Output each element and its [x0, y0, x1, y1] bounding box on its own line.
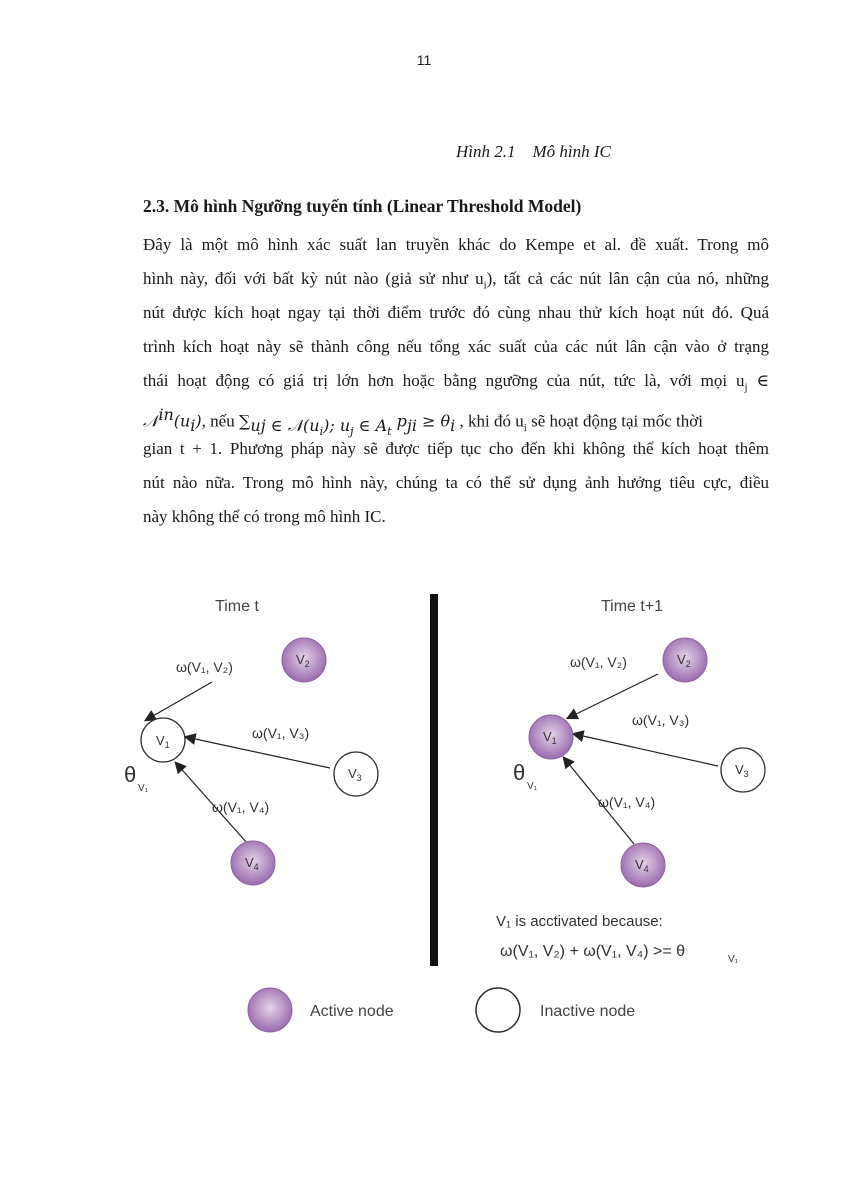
edge-label-w14-right: ω(V₁, V₄): [598, 794, 656, 810]
paragraph-formula-line: $𝒩^{in}(u_i)$, nếu $\sum_{uj \in 𝒩(u_i); u_j \in A_t}$ $p_{ji} \ge \theta_i$ , khi đó $u_i$ sẽ hoạt động tại mốc thời: [143, 405, 703, 439]
panel-divider: [430, 594, 438, 966]
section-heading: 2.3. Mô hình Ngưỡng tuyến tính (Linear Threshold Model): [143, 196, 582, 216]
paragraph-line: trình kích hoạt này sẽ thành công nếu tổng xác suất của các nút lân cận vào ở trạng: [143, 337, 769, 356]
paragraph-line: thái hoạt động có giá trị lớn hơn hoặc bằng ngưỡng của nút, tức là, với mọi $u_j$ ∈: [143, 371, 769, 394]
legend-inactive-label: Inactive node: [540, 1003, 636, 1020]
paragraph: [143, 228, 769, 534]
activation-note-theta-sub: V₁: [728, 954, 739, 965]
paragraph-line: gian t + 1. Phương pháp này sẽ được tiếp tục cho đến khi không thể kích hoạt thêm: [143, 439, 769, 458]
theta-right: θ: [513, 760, 526, 785]
theta-right-sub: V₁: [527, 781, 538, 792]
left-panel-title: Time t: [215, 598, 259, 615]
paragraph-line: hình này, đối với bất kỳ nút nào (giả sử như $u_i$), tất cả các nút lân cận của nó, những: [143, 269, 769, 292]
right-panel-title: Time t+1: [600, 598, 664, 615]
linear-threshold-figure: [0, 580, 848, 1060]
node-v2-right-label: $V_2$: [677, 652, 691, 669]
paragraph-line: nút được kích hoạt ngay tại thời điểm trước đó cùng nhau thử kích hoạt nút đó. Quá: [143, 303, 769, 322]
edge-label-w12-left: ω(V₁, V₂): [176, 659, 233, 675]
legend-active-label: Active node: [310, 1003, 394, 1020]
node-v3-right-label: $V_3$: [735, 762, 749, 779]
theta-left: θ: [124, 762, 137, 787]
node-v1-right-label: $V_1$: [543, 729, 557, 746]
node-v1-left-label: $V_1$: [156, 733, 170, 750]
legend-active-swatch: [248, 988, 292, 1032]
node-v4-left-label: $V_4$: [245, 855, 259, 872]
edge-v3-v1-left: [186, 737, 330, 768]
edge-label-w13-right: ω(V₁, V₃): [632, 712, 690, 728]
page-number: 11: [416, 52, 432, 68]
edge-label-w12-right: ω(V₁, V₂): [570, 654, 627, 670]
activation-note-line1: V₁ is acctivated because:: [496, 913, 663, 930]
edge-label-w14-left: ω(V₁, V₄): [212, 799, 270, 815]
node-v2-left-label: $V_2$: [296, 652, 310, 669]
edge-label-w13-left: ω(V₁, V₃): [252, 725, 310, 741]
paragraph-line: này không thể có trong mô hình IC.: [143, 507, 386, 526]
theta-left-sub: V₁: [138, 783, 149, 794]
paragraph-line: Đây là một mô hình xác suất lan truyền khác do Kempe et al. đề xuất. Trong mô: [143, 235, 769, 254]
paragraph-line: nút nào nữa. Trong mô hình này, chúng ta có thể sử dụng ảnh hưởng tiêu cực, điều: [143, 473, 769, 492]
legend-inactive-swatch: [476, 988, 520, 1032]
node-v4-right-label: $V_4$: [635, 857, 649, 874]
node-v3-left-label: $V_3$: [348, 766, 362, 783]
activation-note-line2: ω(V₁, V₂) + ω(V₁, V₄) >= θ: [500, 943, 686, 960]
edge-v3-v1-right: [574, 734, 718, 766]
previous-figure-caption: Hình 2.1 Mô hình IC: [456, 142, 611, 161]
figure-diagram: [0, 580, 848, 1060]
edge-v2-v1-left: [146, 682, 212, 720]
